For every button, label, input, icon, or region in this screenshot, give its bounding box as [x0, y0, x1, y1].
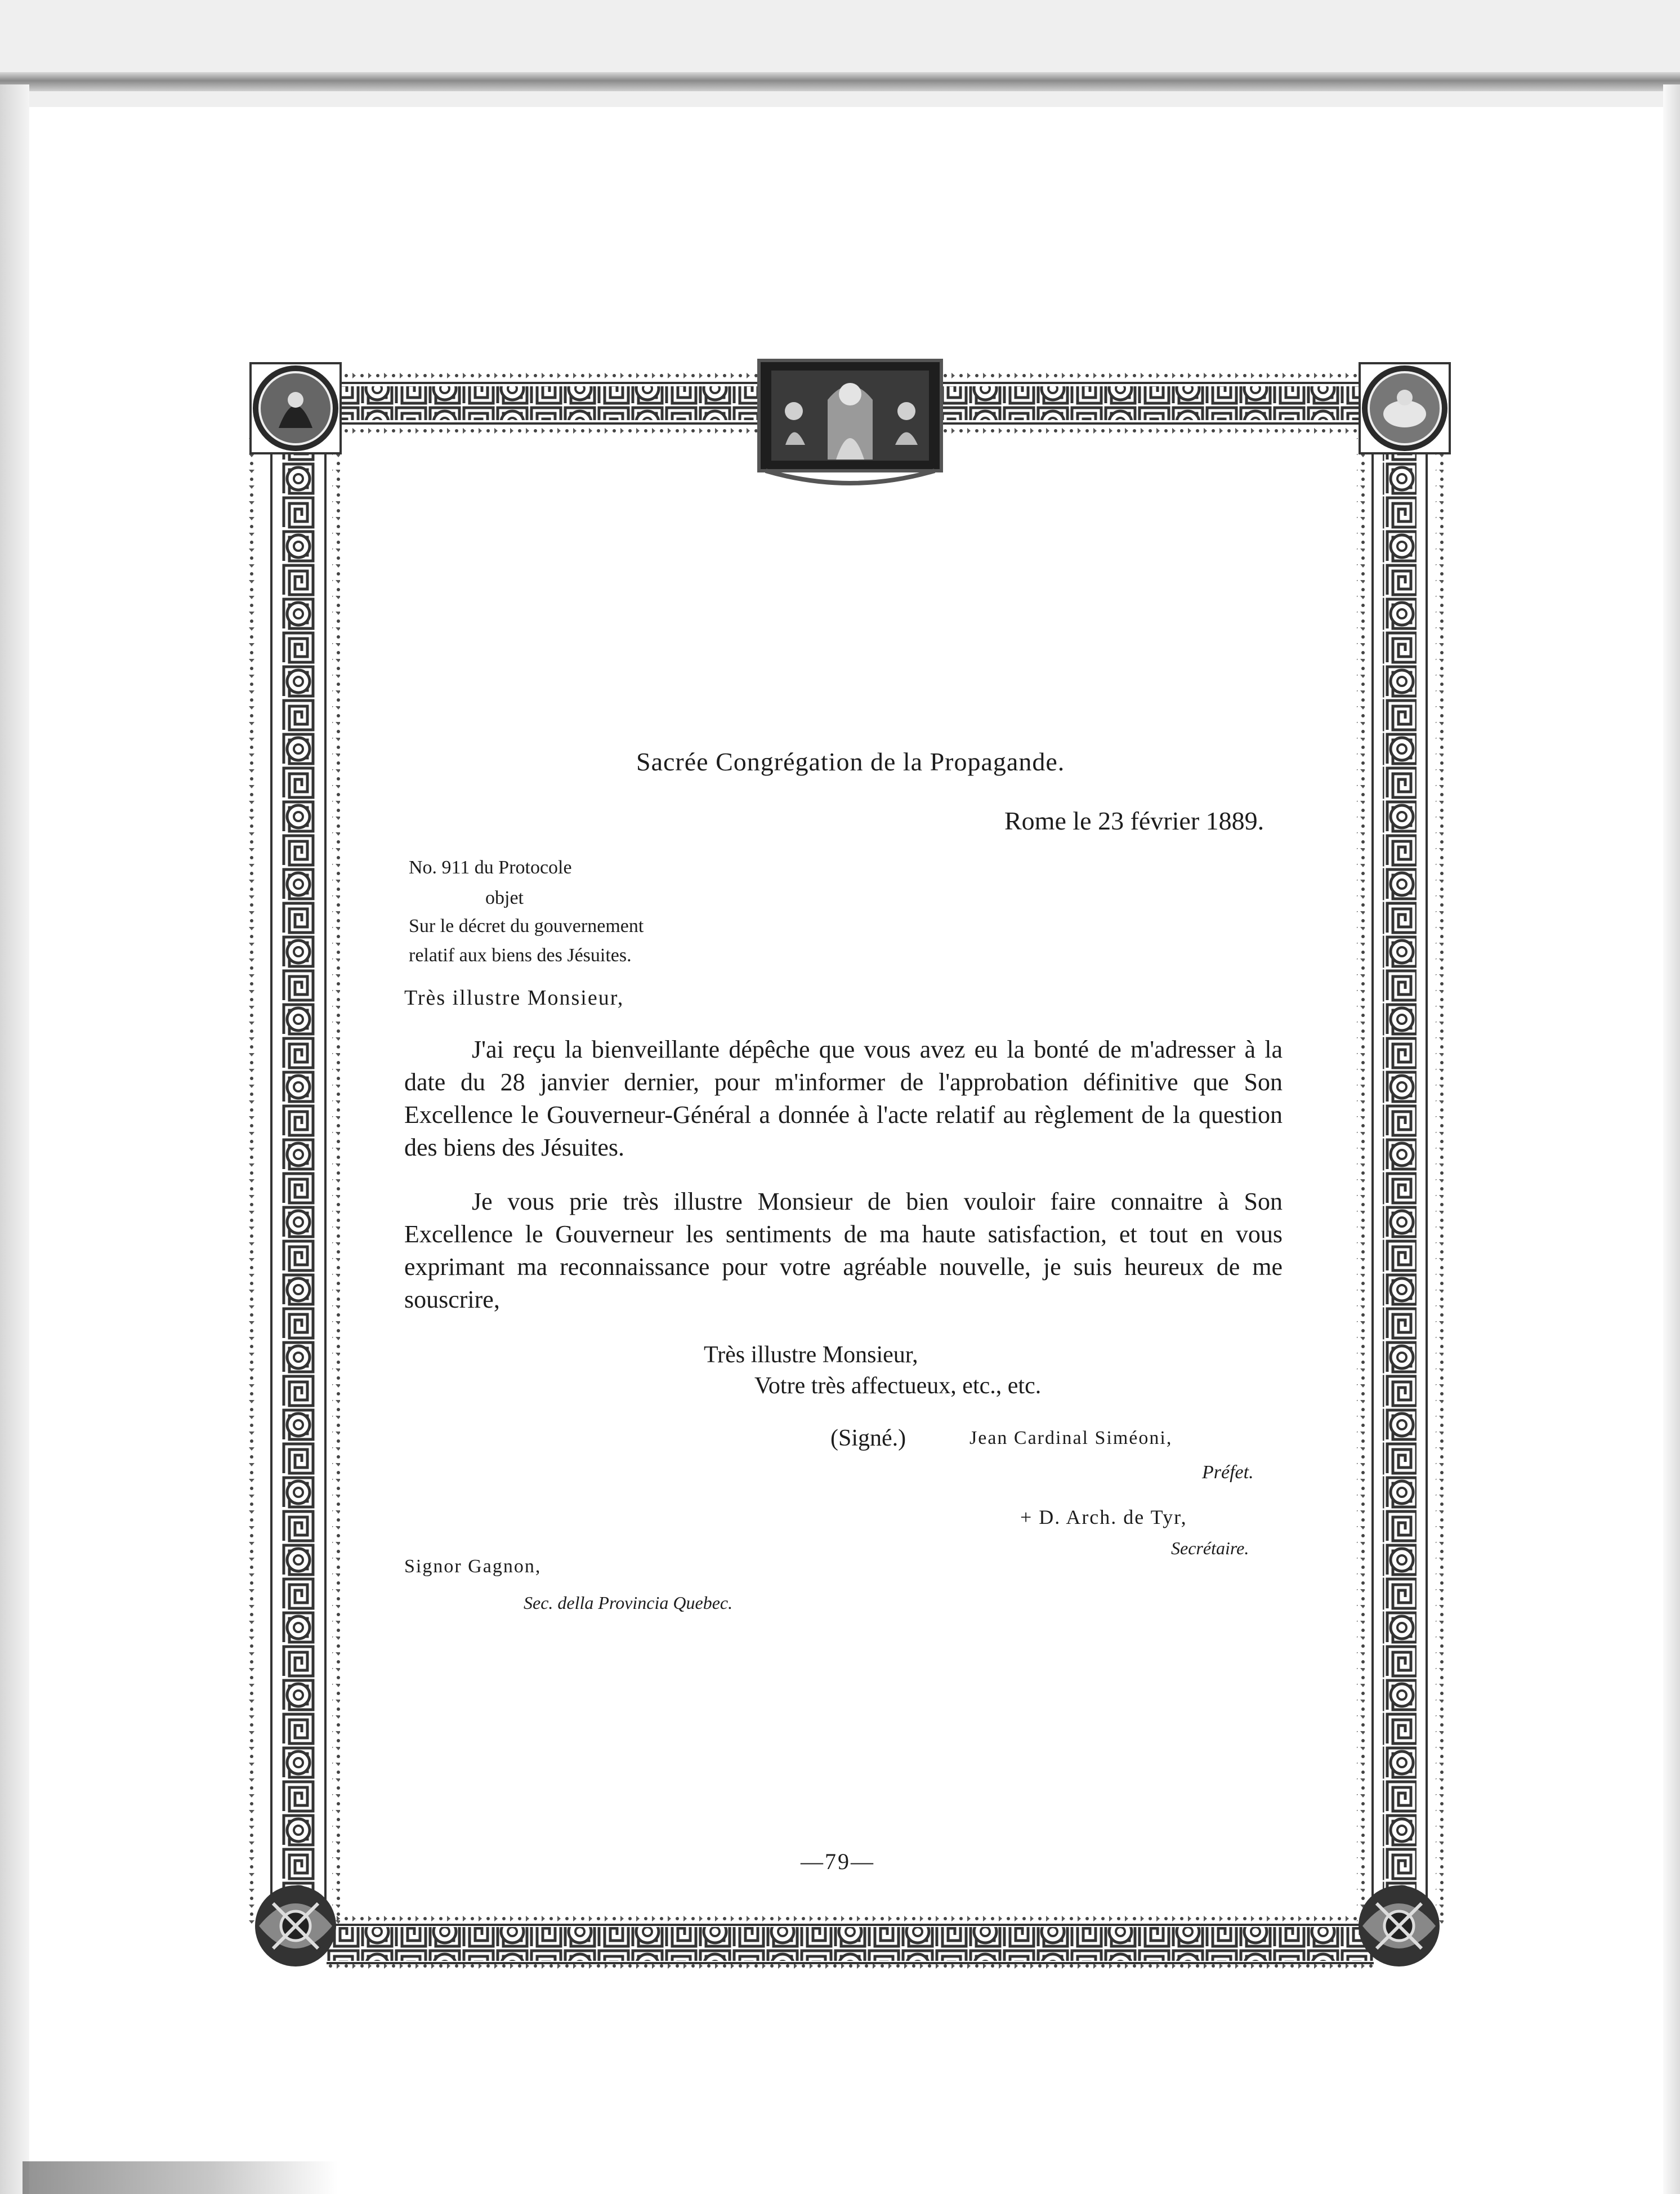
reference-object-label: objet — [485, 888, 524, 908]
reference-subject-line-2: relatif aux biens des Jésuites. — [409, 945, 632, 966]
letter-heading: Sacrée Congrégation de la Propagande. — [636, 747, 1065, 776]
signatory-name: Jean Cardinal Siméoni, — [969, 1428, 1173, 1448]
signatory-title: Préfet. — [1202, 1462, 1254, 1483]
salutation: Très illustre Monsieur, — [404, 986, 624, 1010]
paragraph-2: Je vous prie très illustre Monsieur de bien vouloir faire connaitre à Son Excellence le Gouverneur les sentiments de ma haute satisfaction, et tout en vous exprimant ma reconnaissance pour votre agréable nouvelle, je suis heureux de me souscrire, — [404, 1188, 1283, 1313]
dateline: Rome le 23 février 1889. — [1004, 806, 1265, 835]
protocol-number: No. 911 du Protocole — [409, 857, 572, 878]
paragraph-1: J'ai reçu la bienveillante dépêche que vous avez eu la bonté de m'adresser à la date du 28 janvier dernier, pour m'informer de l'approbation définitive que Son Excellence le Gouverneur-Général a donnée à l'acte relatif au règlement de la question des biens des Jésuites. — [404, 1036, 1283, 1161]
page-number: —79— — [801, 1849, 875, 1874]
signed-mark: (Signé.) — [830, 1425, 906, 1451]
closing-formula: Votre très affectueux, etc., etc. — [754, 1373, 1042, 1399]
cosignatory-title: Secrétaire. — [1171, 1538, 1249, 1558]
recipient-name: Signor Gagnon, — [404, 1556, 542, 1577]
closing-salutation: Très illustre Monsieur, — [704, 1342, 918, 1368]
recipient-title: Sec. della Provincia Quebec. — [524, 1593, 733, 1613]
cosignatory-name: + D. Arch. de Tyr, — [1020, 1506, 1187, 1528]
reference-subject-line-1: Sur le décret du gouvernement — [409, 916, 644, 937]
